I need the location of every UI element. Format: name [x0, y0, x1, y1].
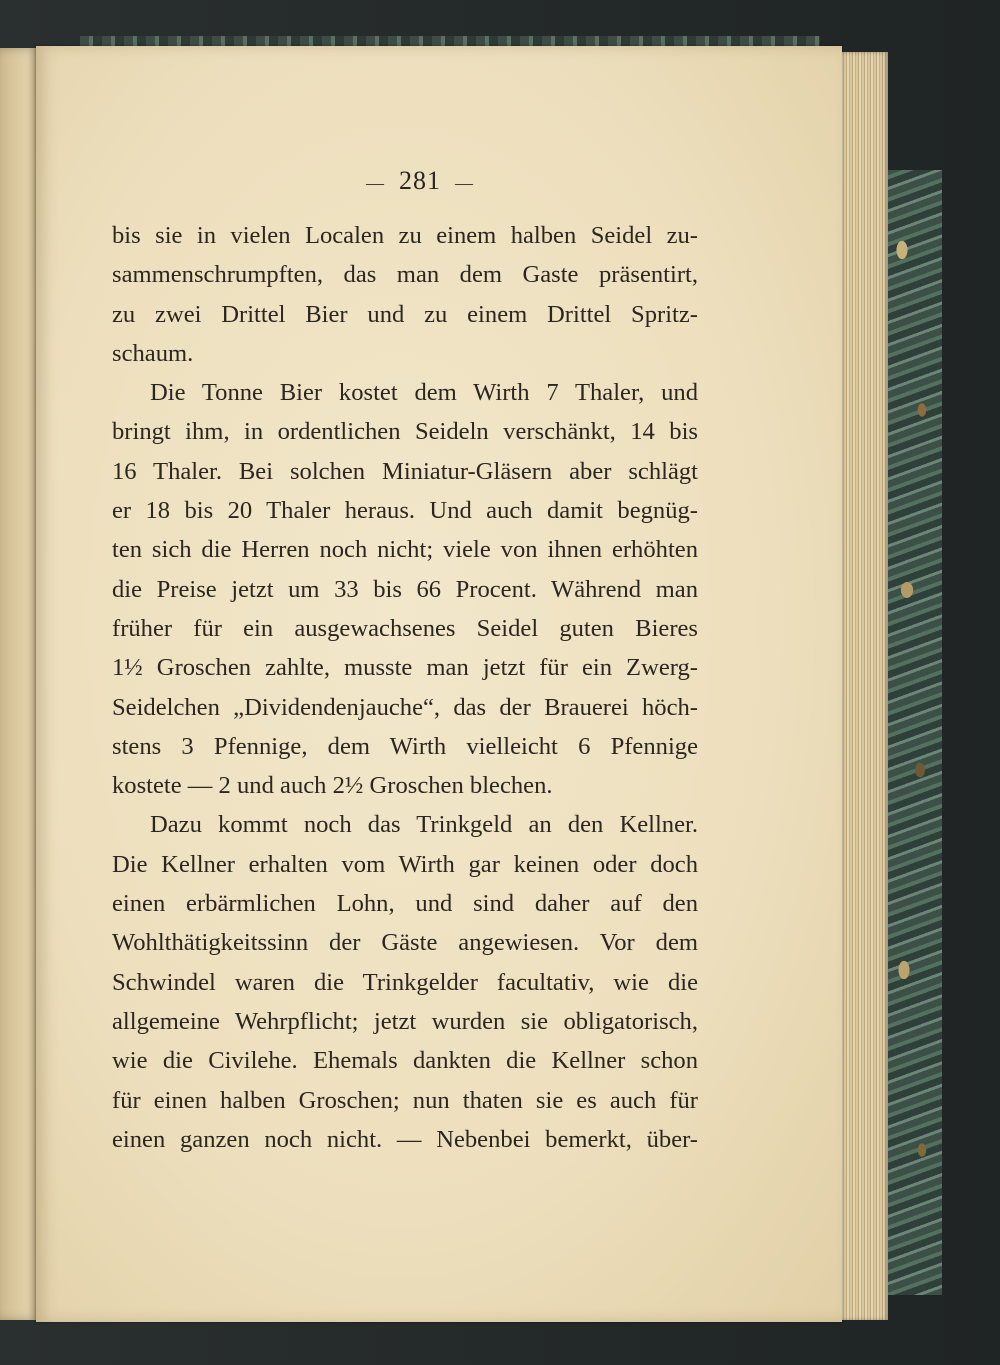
marbled-cover [880, 170, 942, 1295]
page-number: 281 [399, 166, 441, 195]
text-line: die Preise jetzt um 33 bis 66 Procent. Während man [112, 575, 698, 603]
body-text [112, 216, 698, 1159]
text-line: er 18 bis 20 Thaler heraus. Und auch damit begnüg- [112, 497, 698, 525]
text-line: für einen halben Groschen; nun thaten sie es auch für [112, 1086, 698, 1114]
text-line: wie die Civilehe. Ehemals dankten die Kellner schon [112, 1047, 698, 1075]
text-line: einen ganzen noch nicht. — Nebenbei bemerkt, über- [112, 1125, 698, 1153]
text-line: Die Tonne Bier kostet dem Wirth 7 Thaler, und [150, 379, 698, 407]
text-line: Schwindel waren die Trinkgelder facultativ, wie die [112, 968, 698, 996]
text-line: kostete — 2 und auch 2½ Groschen blechen. [112, 772, 553, 800]
text-line: schaum. [112, 339, 194, 367]
page-header [300, 166, 540, 196]
text-line: bringt ihm, in ordentlichen Seideln verschänkt, 14 bis [112, 418, 698, 446]
text-line: einen erbärmlichen Lohn, und sind daher auf den [112, 890, 698, 918]
text-line: Wohlthätigkeitssinn der Gäste angewiesen. Vor dem [112, 929, 698, 957]
text-line: sammenschrumpften, das man dem Gaste präsentirt, [112, 261, 698, 289]
text-line: Dazu kommt noch das Trinkgeld an den Kellner. [150, 811, 698, 839]
text-line: Seidelchen „Dividendenjauche“, das der Brauerei höch- [112, 693, 698, 721]
text-line: 16 Thaler. Bei solchen Miniatur-Gläsern aber schlägt [112, 457, 698, 485]
text-line: früher für ein ausgewachsenes Seidel guten Bieres [112, 614, 698, 642]
text-line: Die Kellner erhalten vom Wirth gar keinen oder doch [112, 850, 698, 878]
text-line: ten sich die Herren noch nicht; viele von ihnen erhöhten [112, 536, 698, 564]
text-line: stens 3 Pfennige, dem Wirth vielleicht 6 Pfennige [112, 732, 698, 760]
text-line: bis sie in vielen Localen zu einem halben Seidel zu- [112, 222, 698, 249]
text-line: allgemeine Wehrpflicht; jetzt wurden sie obligatorisch, [112, 1007, 698, 1035]
header-dash-right: — [455, 172, 474, 193]
page-edges [838, 52, 888, 1320]
text-line: 1½ Groschen zahlte, musste man jetzt für ein Zwerg- [112, 654, 698, 682]
header-dash-left: — [366, 172, 385, 193]
left-page-edge [0, 48, 40, 1320]
text-line: zu zwei Drittel Bier und zu einem Drittel Spritz- [112, 300, 698, 328]
